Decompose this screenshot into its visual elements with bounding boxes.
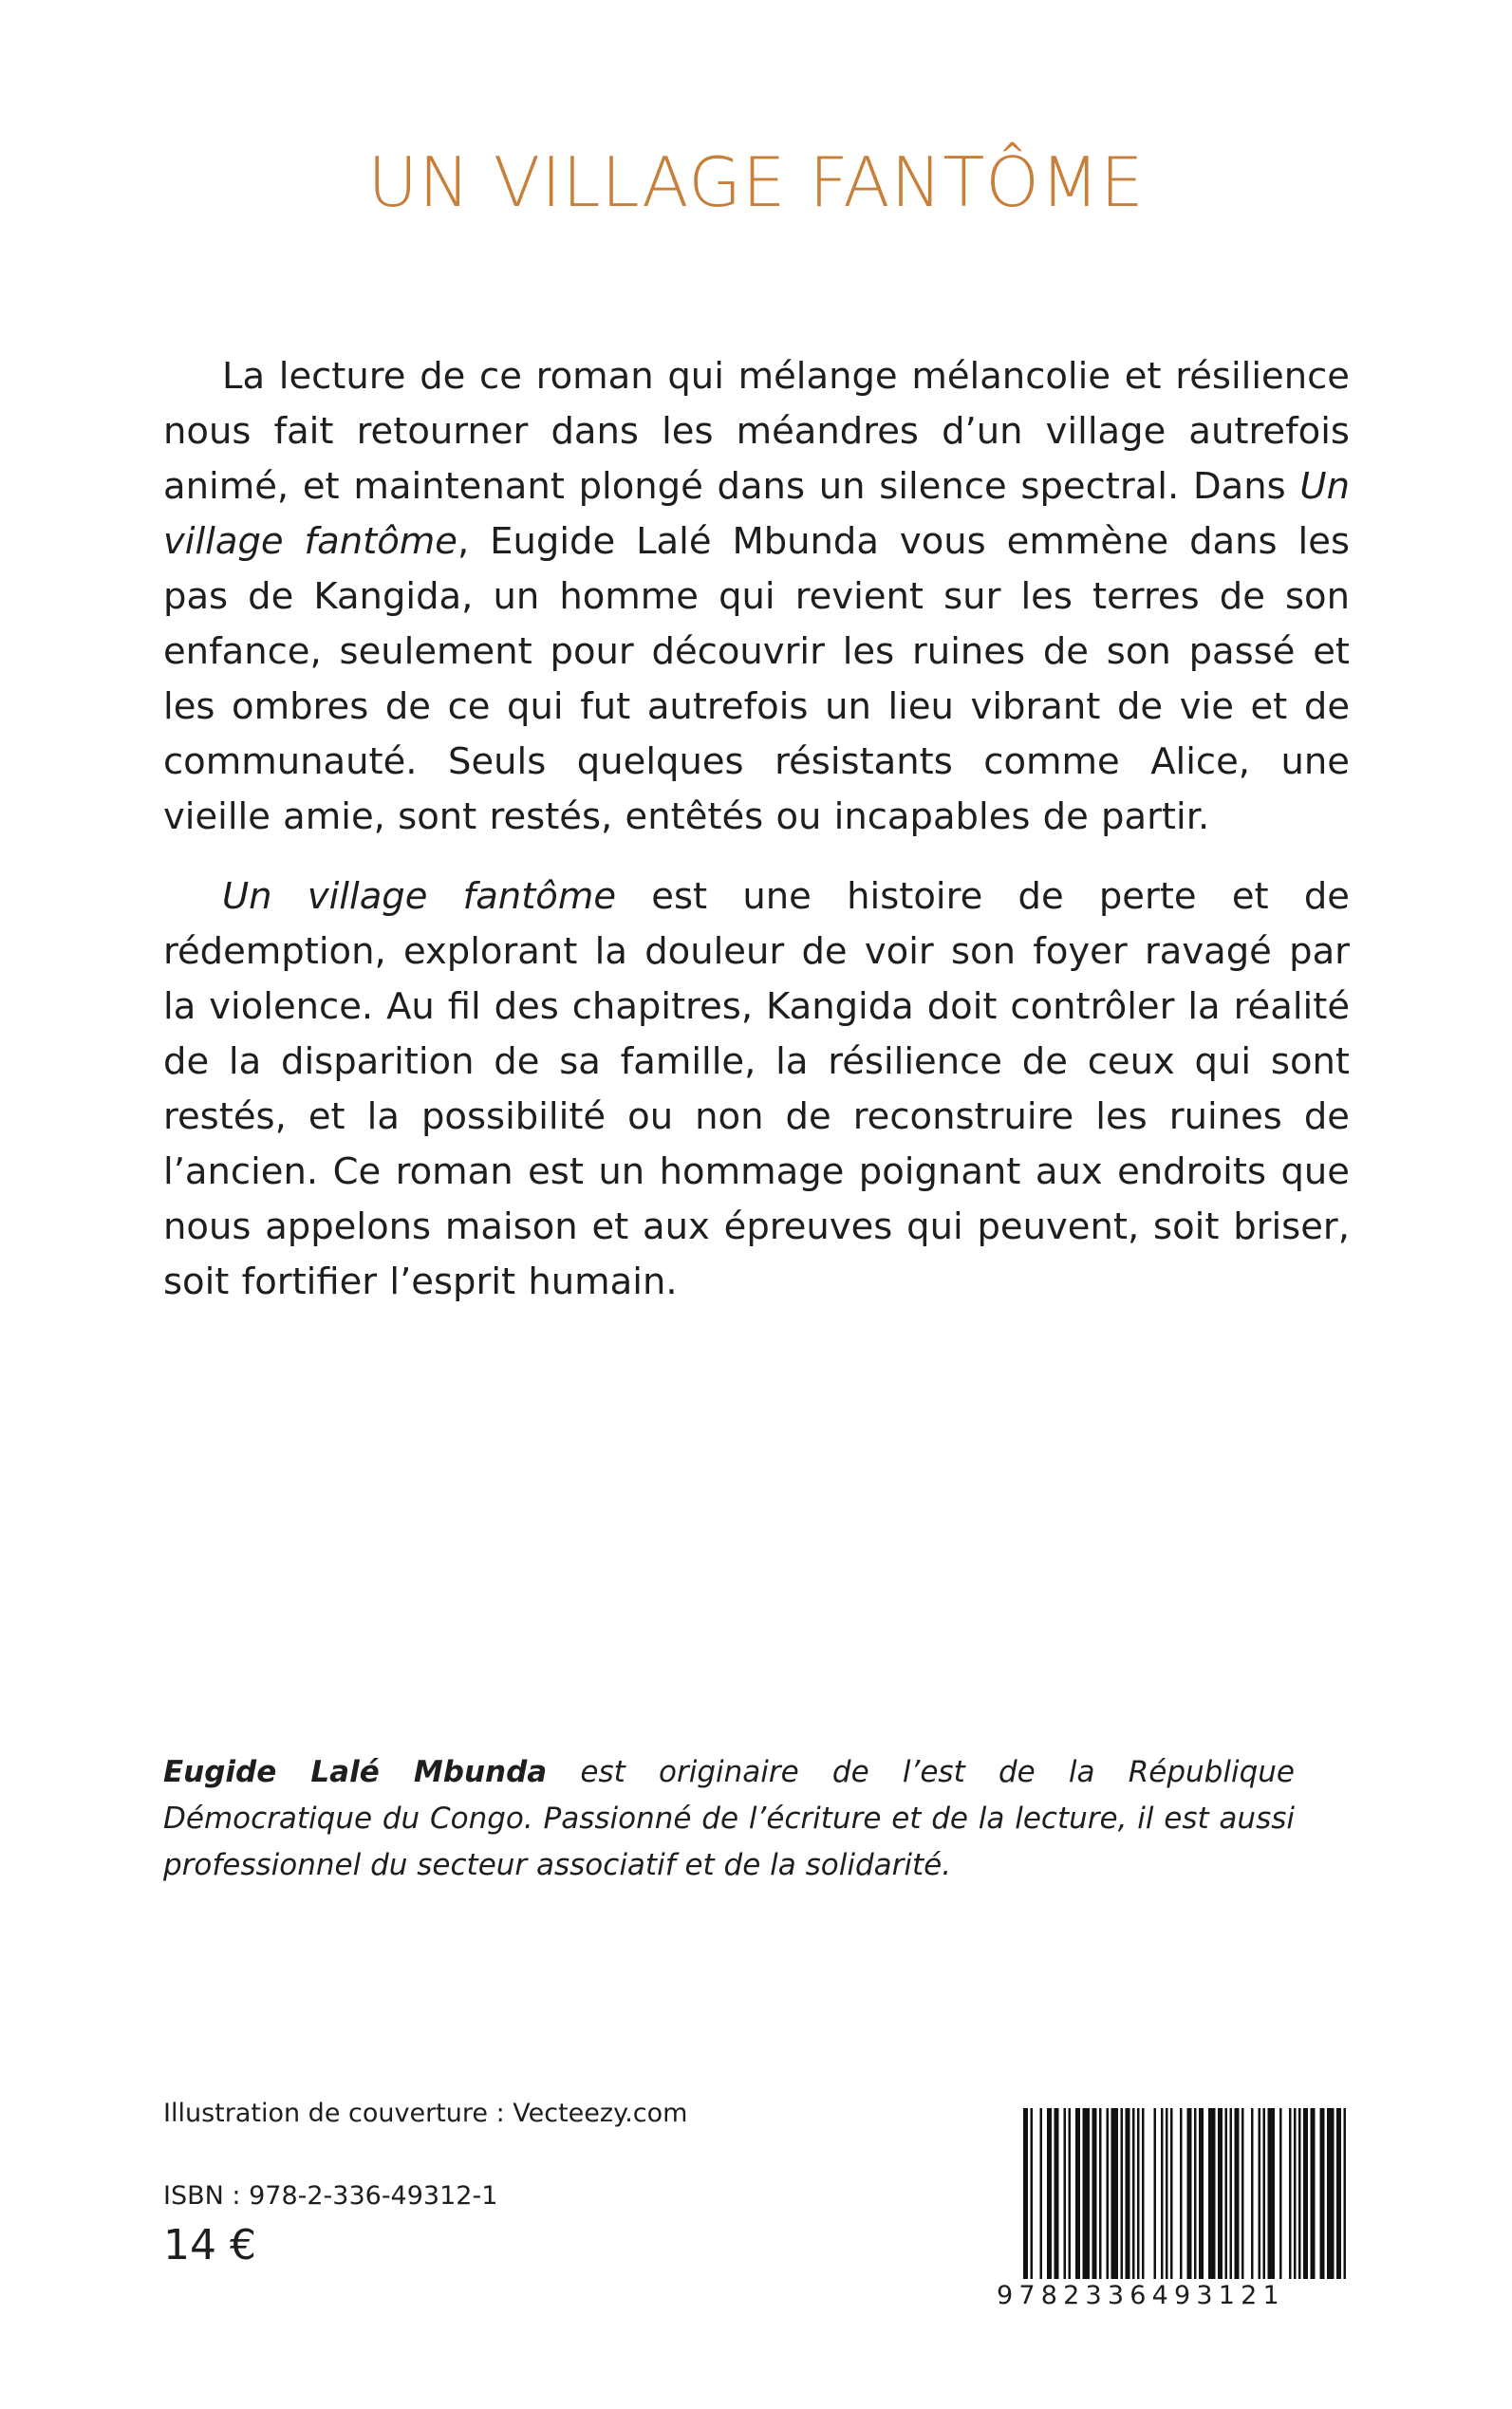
barcode-bar — [1107, 2108, 1110, 2298]
barcode-bar — [1040, 2108, 1043, 2298]
barcode-bar — [1092, 2108, 1097, 2298]
barcode-bar — [1083, 2108, 1091, 2298]
barcode-bar — [1187, 2108, 1192, 2298]
barcode-bar — [1268, 2108, 1276, 2298]
summary-paragraph-2 — [163, 869, 1350, 1310]
barcode-bar — [1294, 2108, 1297, 2298]
barcode-bar — [1137, 2108, 1140, 2298]
barcode-bar — [1111, 2108, 1119, 2298]
barcode-bar — [1320, 2108, 1325, 2298]
barcode-bar — [1344, 2108, 1347, 2298]
summary-paragraph-1 — [163, 349, 1350, 845]
barcode-bar — [1069, 2108, 1072, 2298]
barcode-bar — [1251, 2108, 1254, 2298]
author-bio-text: est originaire de l’est de la République Démocratique du Congo. Passionné de l’écriture et de la lecture, il est aussi professionnel du secteur associatif et de la solidarité. — [163, 1755, 1295, 1882]
barcode-bar — [1023, 2108, 1028, 2298]
barcode-bar — [1161, 2108, 1164, 2298]
barcode-bar — [1075, 2108, 1080, 2298]
barcode-bar — [1170, 2108, 1173, 2298]
barcode-bar — [1121, 2108, 1124, 2298]
barcode-bar — [1142, 2108, 1145, 2298]
barcode-bar — [1279, 2108, 1282, 2298]
barcode-bar — [1055, 2108, 1059, 2298]
barcode-digits: 9782336493121 — [997, 2279, 1353, 2313]
price: 14 € — [163, 2221, 256, 2269]
barcode-bar — [1230, 2108, 1233, 2298]
barcode-bar — [1218, 2108, 1223, 2298]
summary-p2-text: est une histoire de perte et de rédemption, explorant la douleur de voir son foyer ravagé par la violence. Au fil des chapitres, Kangida doit contrôler la réalité de la disparition de sa famille, la résilience de ceux qui sont restés, et la possibilité ou non de reconstruire les ruines de l’ancien. Ce roman est un hommage poignant aux endroits que nous appelons maison et aux épreuves qui peuvent, soit briser, soit fortifier l’esprit humain. — [163, 875, 1350, 1303]
barcode-bar — [1303, 2108, 1308, 2298]
barcode-bar — [1031, 2108, 1034, 2298]
barcode-bar — [1241, 2108, 1244, 2298]
author-name: Eugide Lalé Mbunda — [163, 1755, 548, 1789]
barcode-bar — [1289, 2108, 1292, 2298]
summary-p1-title-italic: Un village fantôme — [163, 465, 1350, 563]
cover-illustration-credit: Illustration de couverture : Vecteezy.com — [163, 2099, 688, 2128]
barcode-bar — [1225, 2108, 1228, 2298]
barcode-bar — [1099, 2108, 1102, 2298]
barcode-bar — [1208, 2108, 1216, 2298]
barcode-bar — [1047, 2108, 1052, 2298]
barcode-bar — [1194, 2108, 1197, 2298]
barcode-bar — [1336, 2108, 1341, 2298]
back-cover-summary — [163, 349, 1350, 1335]
barcode-bar — [1263, 2108, 1266, 2298]
isbn-barcode — [997, 2108, 1353, 2314]
summary-p1-text-a: La lecture de ce roman qui mélange mélancolie et résilience nous fait retourner dans les méandres d’un village autrefois animé, et maintenant plongé dans un silence spectral. Dans — [163, 355, 1350, 508]
barcode-bar — [1166, 2108, 1168, 2298]
summary-p2-title-italic: Un village fantôme — [222, 875, 617, 918]
barcode-bar — [1126, 2108, 1130, 2298]
barcode-bar — [1064, 2108, 1067, 2298]
barcode-bar — [1235, 2108, 1240, 2298]
barcode-bar — [1154, 2108, 1157, 2298]
barcode-bar — [1259, 2108, 1261, 2298]
barcode-bar — [1180, 2108, 1183, 2298]
book-title: UN VILLAGE FANTÔME — [367, 142, 1145, 222]
barcode-bar — [1199, 2108, 1204, 2298]
barcode-bar — [1298, 2108, 1301, 2298]
author-bio — [163, 1749, 1295, 1889]
summary-p1-text-b: , Eugide Lalé Mbunda vous emmène dans les pas de Kangida, un homme qui revient sur les terres de son enfance, seulement pour découvrir les ruines de son passé et les ombres de ce qui fut autrefois un lieu vibrant de vie et de communauté. Seuls quelques résistants comme Alice, une vieille amie, sont restés, entêtés ou incapables de partir. — [163, 520, 1351, 838]
isbn: ISBN : 978-2-336-49312-1 — [163, 2181, 498, 2211]
barcode-bar — [1327, 2108, 1335, 2298]
barcode-bar — [1311, 2108, 1316, 2298]
barcode-bar — [1132, 2108, 1135, 2298]
